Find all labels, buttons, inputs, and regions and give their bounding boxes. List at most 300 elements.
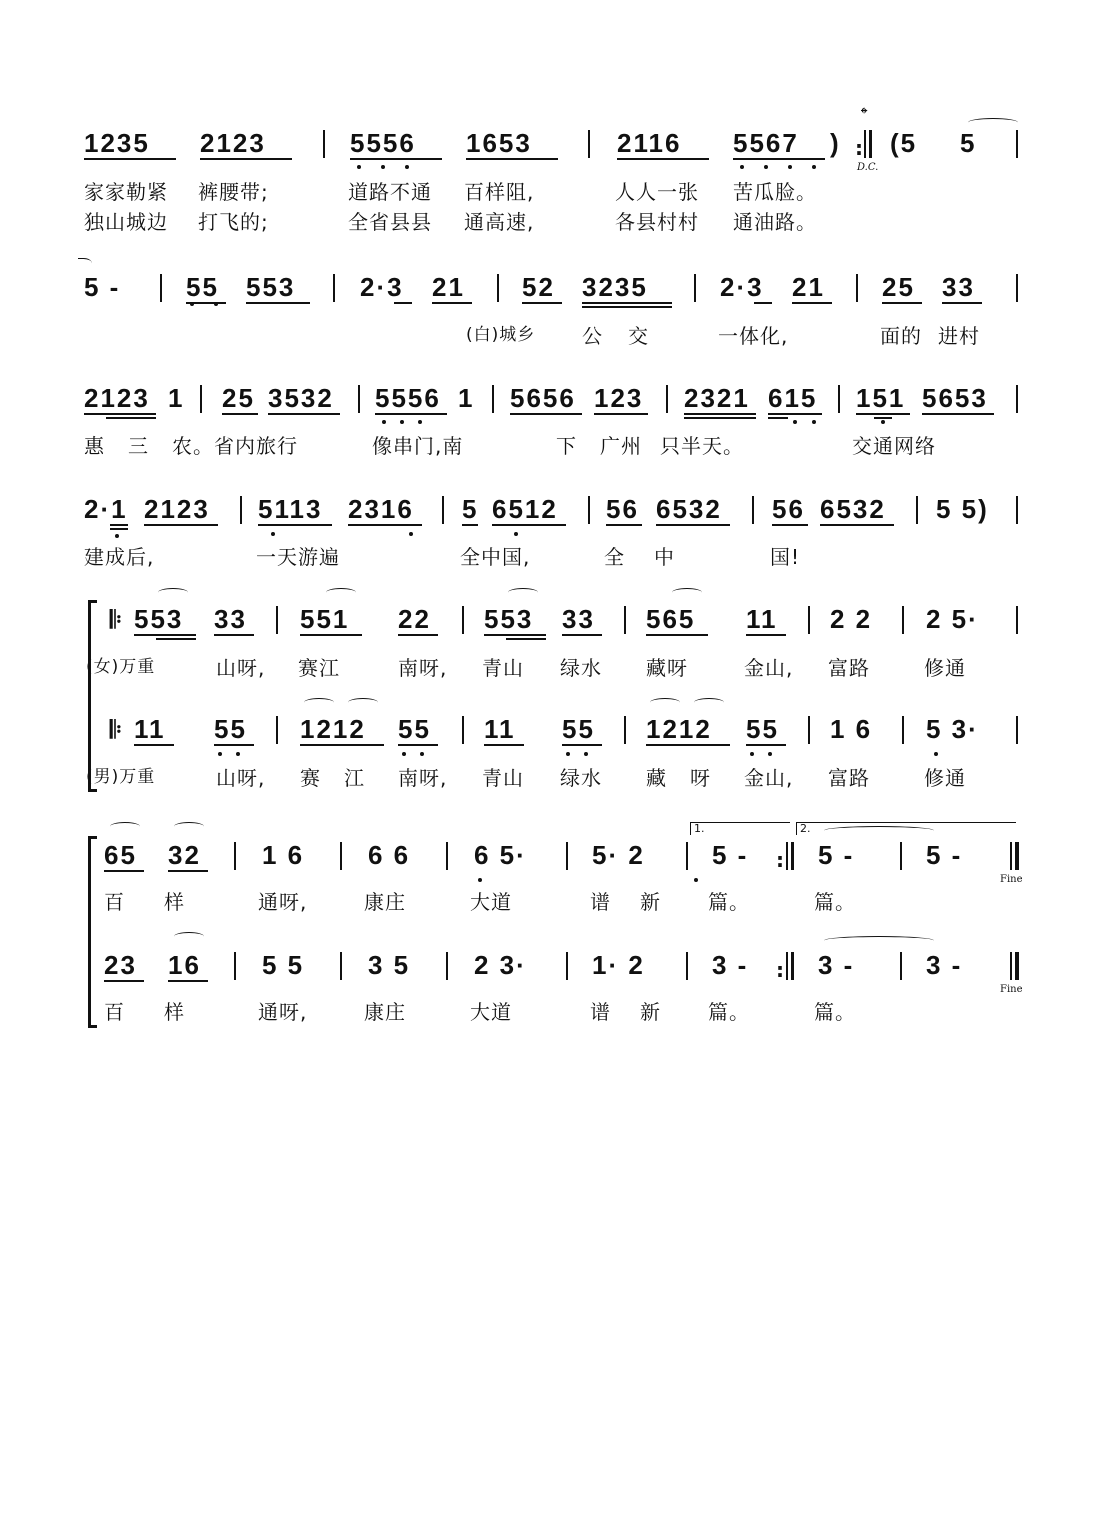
octave-dot	[584, 752, 588, 756]
note-group: 5	[960, 128, 977, 158]
barline	[808, 716, 810, 744]
underline	[617, 158, 709, 160]
note-group: 1212	[646, 714, 712, 744]
underline	[104, 870, 144, 872]
underline	[746, 744, 786, 746]
lyric: 藏呀	[646, 656, 688, 680]
underline	[348, 524, 422, 526]
barline	[446, 842, 448, 870]
note-group: 3235	[582, 272, 648, 302]
underline	[84, 413, 156, 415]
note-group: )	[830, 128, 841, 158]
fine-mark: Fine	[1000, 984, 1023, 995]
underline	[104, 980, 144, 982]
underline	[300, 744, 384, 746]
barline	[340, 842, 342, 870]
barline	[902, 606, 904, 634]
slur	[824, 826, 934, 835]
note-group: 1	[168, 383, 185, 413]
note-group: 5556	[350, 128, 416, 158]
barline	[900, 952, 902, 980]
barline	[838, 385, 840, 413]
volta-2: 2.	[796, 822, 1016, 835]
lyric: 篇。	[708, 1000, 750, 1024]
lyric: 三	[128, 434, 149, 458]
octave-dot	[400, 420, 404, 424]
barline	[624, 606, 626, 634]
underline	[258, 524, 332, 526]
lyric: 金山,	[744, 766, 794, 790]
octave-dot	[812, 165, 816, 169]
lyric: 国!	[770, 545, 801, 569]
note-group: 615	[768, 383, 818, 413]
underline	[582, 306, 672, 308]
slur	[110, 822, 140, 831]
note-group: 2123	[84, 383, 150, 413]
note-group: 1235	[84, 128, 150, 158]
repeat-start: 𝄆	[110, 716, 122, 744]
lyric: 绿水	[560, 766, 602, 790]
underline	[772, 524, 808, 526]
lyric: 康庄	[364, 1000, 406, 1024]
octave-dot	[271, 532, 275, 536]
underline	[820, 524, 894, 526]
barline	[462, 716, 464, 744]
note-group: 1212	[300, 714, 366, 744]
fine-mark: Fine	[1000, 874, 1023, 885]
underline	[84, 158, 176, 160]
octave-dot	[218, 752, 222, 756]
octave-dot	[566, 752, 570, 756]
note-group: 5	[462, 494, 479, 524]
underline	[562, 634, 602, 636]
barline	[624, 716, 626, 744]
underline	[200, 158, 292, 160]
lyric: (女)万重	[86, 657, 156, 677]
note-group: 55	[746, 714, 779, 744]
underline	[768, 413, 822, 415]
lyric: 全省县县	[348, 210, 432, 234]
note-group: 5 -	[84, 272, 121, 302]
note-group: 52	[522, 272, 555, 302]
lyric: 惠	[84, 434, 105, 458]
note-group: 56	[772, 494, 805, 524]
lyric: 绿水	[560, 656, 602, 680]
octave-dot	[402, 752, 406, 756]
underline	[168, 870, 208, 872]
underline	[168, 980, 208, 982]
underline	[300, 634, 362, 636]
barline	[1015, 952, 1019, 980]
note-group: 55	[214, 714, 247, 744]
barline	[686, 952, 688, 980]
underline	[134, 744, 174, 746]
tie	[968, 118, 1018, 127]
underline	[350, 158, 442, 160]
lyric: 一天游遍	[256, 545, 340, 569]
note-group: 2·3	[360, 272, 404, 302]
lyric: (白)城乡	[466, 325, 536, 345]
lyric: 百	[104, 890, 125, 914]
note-group: 1 6	[830, 714, 873, 744]
barline	[323, 130, 325, 158]
barline	[1016, 274, 1018, 302]
underline	[510, 413, 582, 415]
underline	[268, 413, 340, 415]
barline	[1016, 130, 1018, 158]
note-group: 551	[300, 604, 350, 634]
note-group: 11	[134, 714, 166, 744]
note-group: 565	[646, 604, 696, 634]
note-group: 5 -	[712, 840, 749, 870]
note-group: 5567	[733, 128, 799, 158]
note-group: 5 5)	[936, 494, 989, 524]
barline	[588, 496, 590, 524]
lyric: 通呀,	[258, 1000, 308, 1024]
octave-dot	[357, 165, 361, 169]
barline	[276, 716, 278, 744]
slur	[650, 698, 680, 707]
underline	[375, 413, 447, 415]
octave-dot	[409, 532, 413, 536]
barline	[808, 606, 810, 634]
slur	[508, 588, 538, 597]
note-group: 553	[134, 604, 184, 634]
lyric: 赛江	[298, 656, 340, 680]
lyric: 金山,	[744, 656, 794, 680]
tie	[78, 258, 92, 267]
note-group: 5656	[510, 383, 576, 413]
lyric: 修通	[924, 766, 966, 790]
underline	[506, 638, 546, 640]
barline	[869, 130, 872, 158]
note-group: 5 3·	[926, 714, 979, 744]
note-group: 6532	[656, 494, 722, 524]
note-group: 16	[168, 950, 201, 980]
barline	[492, 385, 494, 413]
octave-dot	[405, 165, 409, 169]
barline	[1016, 385, 1018, 413]
octave-dot	[420, 752, 424, 756]
barline	[234, 952, 236, 980]
repeat-start: 𝄆	[110, 606, 122, 634]
lyric: 农。省内旅行	[172, 434, 298, 458]
barline	[1015, 842, 1019, 870]
lyric: 各县村村	[615, 210, 699, 234]
underline	[110, 528, 128, 530]
lyric: 中	[654, 545, 675, 569]
note-group: 55	[186, 272, 219, 302]
slur	[824, 936, 934, 945]
underline	[582, 302, 672, 304]
lyric: 赛	[300, 766, 321, 790]
octave-dot	[740, 165, 744, 169]
lyric: 南呀,	[398, 766, 448, 790]
underline	[214, 634, 254, 636]
lyric: 苦瓜脸。	[733, 180, 817, 204]
barline	[588, 130, 590, 158]
note-group: (5	[890, 128, 918, 158]
note-group: 21	[792, 272, 825, 302]
note-group: 3 -	[926, 950, 963, 980]
lyric: 富路	[828, 766, 870, 790]
barline	[566, 842, 568, 870]
slur	[348, 698, 378, 707]
barline	[864, 130, 866, 158]
lyric: 样	[164, 890, 185, 914]
barline	[234, 842, 236, 870]
lyric: 道路不通	[348, 180, 432, 204]
lyric: 康庄	[364, 890, 406, 914]
note-group: 3 -	[712, 950, 749, 980]
note-group: 5 -	[818, 840, 855, 870]
lyric: 只半天。	[660, 434, 744, 458]
system-bracket	[88, 836, 97, 1028]
underline	[768, 417, 788, 419]
note-group: 2116	[617, 128, 682, 158]
lyric: 呀	[690, 766, 711, 790]
lyric: 百样阻,	[464, 180, 535, 204]
underline	[484, 634, 546, 636]
lyric: 大道	[470, 1000, 512, 1024]
octave-dot	[764, 165, 768, 169]
underline	[246, 302, 310, 304]
lyric: 山呀,	[216, 766, 266, 790]
lyric: 新	[640, 1000, 661, 1024]
lyric: 建成后,	[84, 545, 155, 569]
underline	[562, 744, 602, 746]
note-group: 1 6	[262, 840, 305, 870]
underline	[656, 524, 730, 526]
note-group: 55	[562, 714, 595, 744]
note-group: 2 5·	[926, 604, 979, 634]
note-group: 22	[398, 604, 431, 634]
note-group: 553	[246, 272, 296, 302]
lyric: 新	[640, 890, 661, 914]
underline	[432, 302, 472, 304]
underline	[754, 302, 772, 304]
octave-dot	[750, 752, 754, 756]
lyric: 全	[604, 545, 625, 569]
barline	[900, 842, 902, 870]
lyric: 广州	[600, 434, 642, 458]
octave-dot	[214, 302, 218, 306]
lyric: 谱	[590, 890, 611, 914]
barline	[1010, 842, 1012, 870]
underline	[646, 744, 730, 746]
note-group: 2·3	[720, 272, 764, 302]
note-group: 65	[104, 840, 137, 870]
lyric: 通油路。	[733, 210, 817, 234]
octave-dot	[236, 752, 240, 756]
underline	[398, 634, 438, 636]
underline	[684, 413, 756, 415]
note-group: 5653	[922, 383, 988, 413]
lyric: 大道	[470, 890, 512, 914]
underline	[144, 524, 218, 526]
barline	[686, 842, 688, 870]
note-group: 11	[484, 714, 516, 744]
lyric: 藏	[646, 766, 667, 790]
lyric: 进村	[938, 324, 980, 348]
barline	[1016, 716, 1018, 744]
lyric: 江	[344, 766, 365, 790]
underline	[466, 158, 558, 160]
lyric: 通高速,	[464, 210, 535, 234]
barline	[694, 274, 696, 302]
lyric: 人人一张	[615, 180, 699, 204]
lyric: 青山	[482, 656, 524, 680]
underline	[462, 524, 478, 526]
underline	[134, 634, 196, 636]
underline	[882, 302, 922, 304]
lyric: 全中国,	[460, 545, 531, 569]
segno-sign: 𝄌	[861, 104, 868, 125]
note-group: 2 3·	[474, 950, 527, 980]
lyric: 篇。	[814, 1000, 856, 1024]
score-page: 1235 2123 5556 1653 2116 5567 ) : 𝄌 D.C. (5 5 家家勒紧 裤腰带; 道路不通 百样阻, 人人一张 苦瓜脸。 独山城边 打飞的; 全省县县 通高速, 各县村村 通油路。 5 - 55 553 2·3 21 52 3235 2·3 21 25 33 (白)城乡 公 交 一体化, 面的 进村 2123 1 25 3532 5556 1 5656 123 2321 615 151 5653 惠 三 农。省内旅行 像串门,南 下 广州 只半天。 交通网络 2·1 2123 5113 2316 5 6512 56 6532 56 6532 5 5) 建成后, 一天游遍 全中国, 全 中 国! 𝄆 553 33 551 22 553 33 565 11 2 2 2 5· (女)万重 山呀, 赛江 南呀, 青山 绿水 藏呀 金山, 富路 修通 𝄆 11 55 1212 55 11 55 1212 55 1 6 5 3· (男)万重 山呀, 赛 江 南呀, 青山 绿水 藏 呀 金山, 富路 修通 65 32 1 6 6 6 6 5· 5· 2 1. 5 - : 2. 5 - 5 - Fine 百 样 通呀, 康庄 大道 谱 新 篇。 篇。 23 16 5 5 3 5 2 3· 1· 2 3 - : 3 - 3 - Fine 百 样 通呀, 康庄 大道 谱 新 篇。 篇。	[0, 0, 1100, 1517]
underline	[874, 417, 892, 419]
octave-dot	[934, 752, 938, 756]
slur	[158, 588, 188, 597]
note-group: 55	[398, 714, 431, 744]
barline	[786, 842, 788, 870]
underline	[492, 524, 566, 526]
slur	[672, 588, 702, 597]
note-group: 3 -	[818, 950, 855, 980]
barline	[1016, 496, 1018, 524]
note-group: 1	[458, 383, 475, 413]
note-group: 2123	[200, 128, 266, 158]
underline	[856, 413, 910, 415]
note-group: 3 5	[368, 950, 411, 980]
note-group: 5· 2	[592, 840, 645, 870]
underline	[522, 302, 562, 304]
barline	[358, 385, 360, 413]
note-group: 553	[484, 604, 534, 634]
barline	[340, 952, 342, 980]
underline	[222, 413, 258, 415]
barline	[856, 274, 858, 302]
note-group: 11	[746, 604, 778, 634]
note-group: 33	[562, 604, 595, 634]
note-group: 3532	[268, 383, 334, 413]
underline	[398, 744, 438, 746]
note-group: 151	[856, 383, 906, 413]
lyric: 裤腰带;	[198, 180, 269, 204]
lyric: 打飞的;	[198, 210, 269, 234]
note-group: 6532	[820, 494, 886, 524]
underline	[594, 413, 648, 415]
lyric: 交通网络	[852, 434, 936, 458]
lyric: 修通	[924, 656, 966, 680]
note-group: 56	[606, 494, 639, 524]
note-group: 33	[942, 272, 975, 302]
lyric: 公	[582, 324, 603, 348]
octave-dot	[478, 878, 482, 882]
underline	[684, 417, 756, 419]
note-group: 5 -	[926, 840, 963, 870]
octave-dot	[788, 165, 792, 169]
slur	[304, 698, 334, 707]
octave-dot	[382, 420, 386, 424]
underline	[942, 302, 982, 304]
note-group: 5 5	[262, 950, 305, 980]
barline	[462, 606, 464, 634]
note-group: 6 5·	[474, 840, 527, 870]
lyric: 样	[164, 1000, 185, 1024]
underline	[110, 524, 128, 526]
volta-1: 1.	[690, 822, 790, 835]
lyric: (男)万重	[86, 767, 156, 787]
lyric: 一体化,	[718, 324, 789, 348]
octave-dot	[881, 420, 885, 424]
lyric: 篇。	[814, 890, 856, 914]
barline	[276, 606, 278, 634]
note-group: 25	[222, 383, 255, 413]
barline	[200, 385, 202, 413]
lyric: 独山城边	[84, 210, 168, 234]
note-group: 5113	[258, 494, 323, 524]
barline	[497, 274, 499, 302]
octave-dot	[514, 532, 518, 536]
barline	[1016, 606, 1018, 634]
note-group: 123	[594, 383, 644, 413]
lyric: 交	[628, 324, 649, 348]
note-group: 2123	[144, 494, 210, 524]
slur	[326, 588, 356, 597]
barline	[791, 842, 794, 870]
barline	[333, 274, 335, 302]
note-group: 32	[168, 840, 201, 870]
underline	[792, 302, 832, 304]
slur	[174, 822, 204, 831]
lyric: 通呀,	[258, 890, 308, 914]
lyric: 面的	[880, 324, 922, 348]
barline	[666, 385, 668, 413]
note-group: 2·1	[84, 494, 128, 524]
note-group: 6 6	[368, 840, 411, 870]
lyric: 山呀,	[216, 656, 266, 680]
lyric: 百	[104, 1000, 125, 1024]
slur	[174, 932, 204, 941]
lyric: 富路	[828, 656, 870, 680]
note-group: 21	[432, 272, 465, 302]
lyric: 青山	[482, 766, 524, 790]
underline	[394, 302, 412, 304]
barline	[446, 952, 448, 980]
barline	[566, 952, 568, 980]
barline	[1010, 952, 1012, 980]
lyric: 下	[556, 434, 577, 458]
lyric: 家家勒紧	[84, 180, 168, 204]
underline	[646, 634, 708, 636]
underline	[606, 524, 642, 526]
octave-dot	[694, 878, 698, 882]
barline	[916, 496, 918, 524]
octave-dot	[793, 420, 797, 424]
barline	[240, 496, 242, 524]
underline	[106, 417, 156, 419]
underline	[922, 413, 994, 415]
repeat-dots: :	[855, 136, 863, 160]
underline	[484, 744, 524, 746]
dc-mark: D.C.	[857, 162, 879, 173]
octave-dot	[190, 302, 194, 306]
note-group: 2321	[684, 383, 750, 413]
underline	[746, 634, 786, 636]
slur	[694, 698, 724, 707]
